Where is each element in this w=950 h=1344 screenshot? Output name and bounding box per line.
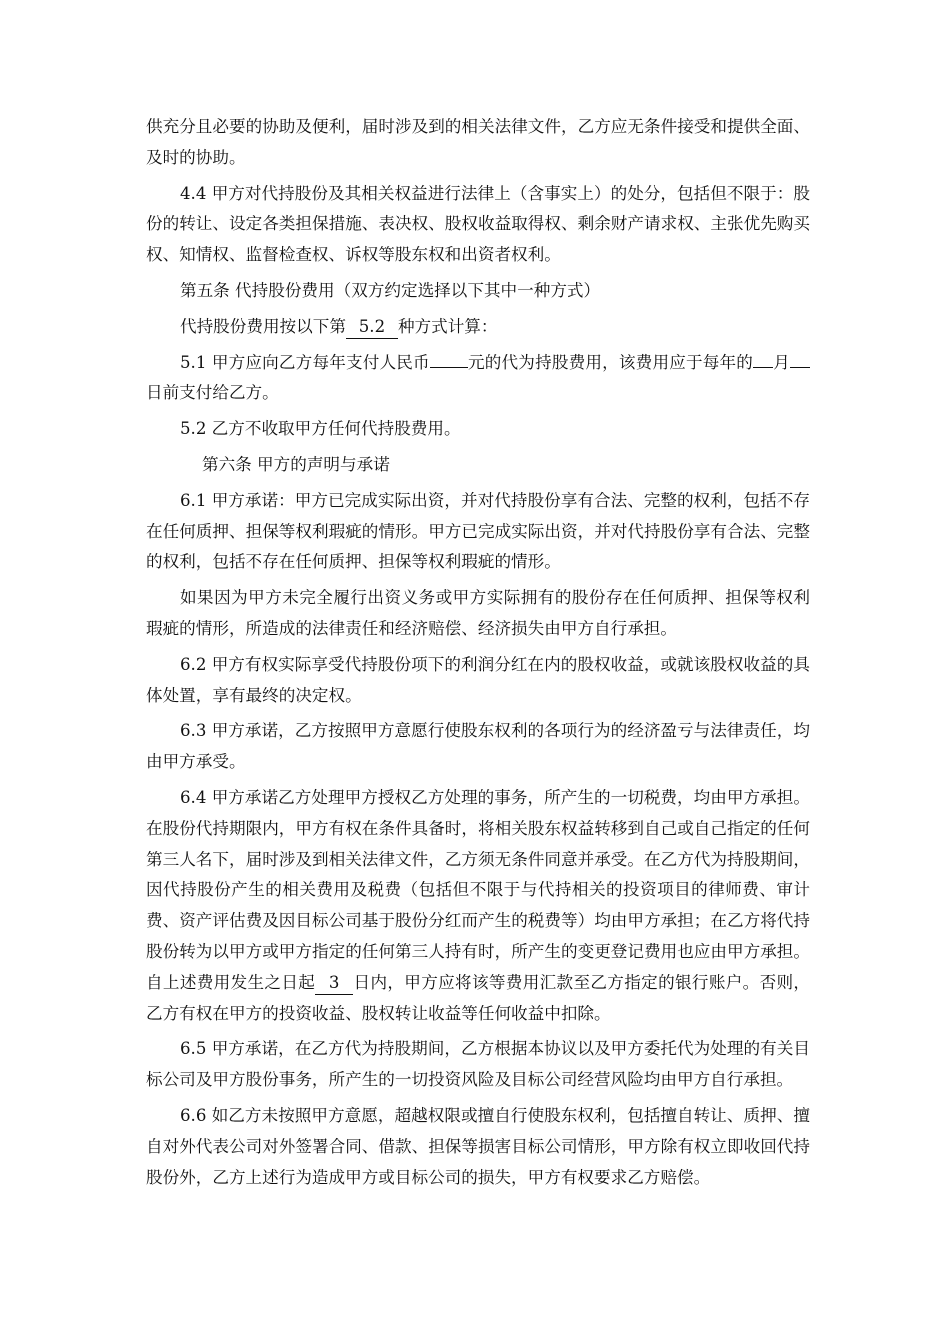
fee-method-prefix: 代持股份费用按以下第 bbox=[180, 316, 346, 336]
clause-6-1: 6.1 甲方承诺：甲方已完成实际出资，并对代持股份享有合法、完整的权利，包括不存在任何质押、担保等权利瑕疵的情形。甲方已完成实际出资，并对代持股份享有合法、完整的权利，包括不存在任何质押、担保等权利瑕疵的情形。 bbox=[146, 490, 810, 572]
clause-6-2: 6.2 甲方有权实际享受代持股份项下的利润分红在内的股权收益，或就该股权收益的具体处置，享有最终的决定权。 bbox=[146, 654, 810, 705]
article-6-heading: 第六条 甲方的声明与承诺 bbox=[202, 454, 390, 474]
clause-5-1-part-b: 元的代为持股费用，该费用应于每年的 bbox=[467, 352, 754, 372]
day-blank bbox=[790, 367, 810, 368]
days-blank: 3 bbox=[315, 972, 353, 995]
clause-6-1-continued: 如果因为甲方未完全履行出资义务或甲方实际拥有的股份存在任何质押、担保等权利瑕疵的情形，所造成的法律责任和经济赔偿、经济损失由甲方自行承担。 bbox=[146, 588, 810, 638]
clause-6-3: 6.3 甲方承诺，乙方按照甲方意愿行使股东权利的各项行为的经济盈亏与法律责任，均由甲方承受。 bbox=[146, 721, 810, 772]
clause-6-4-part-a: 6.4 甲方承诺乙方处理甲方授权乙方处理的事务，所产生的一切税费，均由甲方承担。在股份代持期限内，甲方有权在条件具备时，将相关股东权益转移到自己或自己指定的任何第三人名下，届时涉及到相关法律文件，乙方须无条件同意并承受。在乙方代为持股期间，因代持股份产生的相关费用及税费（包括但不限于与代持相关的投资项目的律师费、审计费、资产评估费及因目标公司基于股份分红而产生的税费等）均由甲方承担；在乙方将代持股份转为以甲方或甲方指定的任何第三人持有时，所产生的变更登记费用也应由甲方承担。自上述费用发生之日起 bbox=[146, 787, 810, 992]
clause-5-1-part-a: 5.1 甲方应向乙方每年支付人民币 bbox=[180, 352, 430, 372]
clause-6-6: 6.6 如乙方未按照甲方意愿，超越权限或擅自行使股东权利，包括擅自转让、质押、擅自对外代表公司对外签署合同、借款、担保等损害目标公司情形，甲方除有权立即收回代持股份外，乙方上述行为造成甲方或目标公司的损失，甲方有权要求乙方赔偿。 bbox=[146, 1105, 810, 1187]
document-page bbox=[146, 112, 810, 1198]
article-5-heading: 第五条 代持股份费用（双方约定选择以下其中一种方式） bbox=[180, 280, 601, 300]
clause-5-2: 5.2 乙方不收取甲方任何代持股费用。 bbox=[180, 419, 461, 439]
clause-5-1 bbox=[146, 348, 810, 410]
clause-5-1-month: 月 bbox=[773, 352, 791, 372]
month-blank bbox=[753, 367, 773, 368]
amount-blank bbox=[430, 367, 468, 368]
clause-5-1-part-c: 日前支付给乙方。 bbox=[146, 383, 279, 403]
clause-6-4 bbox=[146, 783, 810, 1029]
clause-4-4: 4.4 甲方对代持股份及其相关权益进行法律上（含事实上）的处分，包括但不限于：股份的转让、设定各类担保措施、表决权、股权收益取得权、剩余财产请求权、主张优先购买权、知情权、监督检查权、诉权等股东权和出资者权利。 bbox=[146, 183, 810, 265]
fee-method-line bbox=[146, 312, 810, 343]
fee-method-suffix: 种方式计算： bbox=[397, 316, 498, 336]
clause-6-4-part-b: 日内，甲方应将该等费用汇款至乙方指定的银行账户。否则，乙方有权在甲方的投资收益、股权转让收益等任何收益中扣除。 bbox=[146, 972, 811, 1023]
paragraph-continuation: 供充分且必要的协助及便利，届时涉及到的相关法律文件，乙方应无条件接受和提供全面、及时的协助。 bbox=[146, 117, 810, 167]
fee-method-blank: 5.2 bbox=[346, 316, 398, 339]
clause-6-5: 6.5 甲方承诺，在乙方代为持股期间，乙方根据本协议以及甲方委托代为处理的有关目标公司及甲方股份事务，所产生的一切投资风险及目标公司经营风险均由甲方自行承担。 bbox=[146, 1039, 810, 1090]
